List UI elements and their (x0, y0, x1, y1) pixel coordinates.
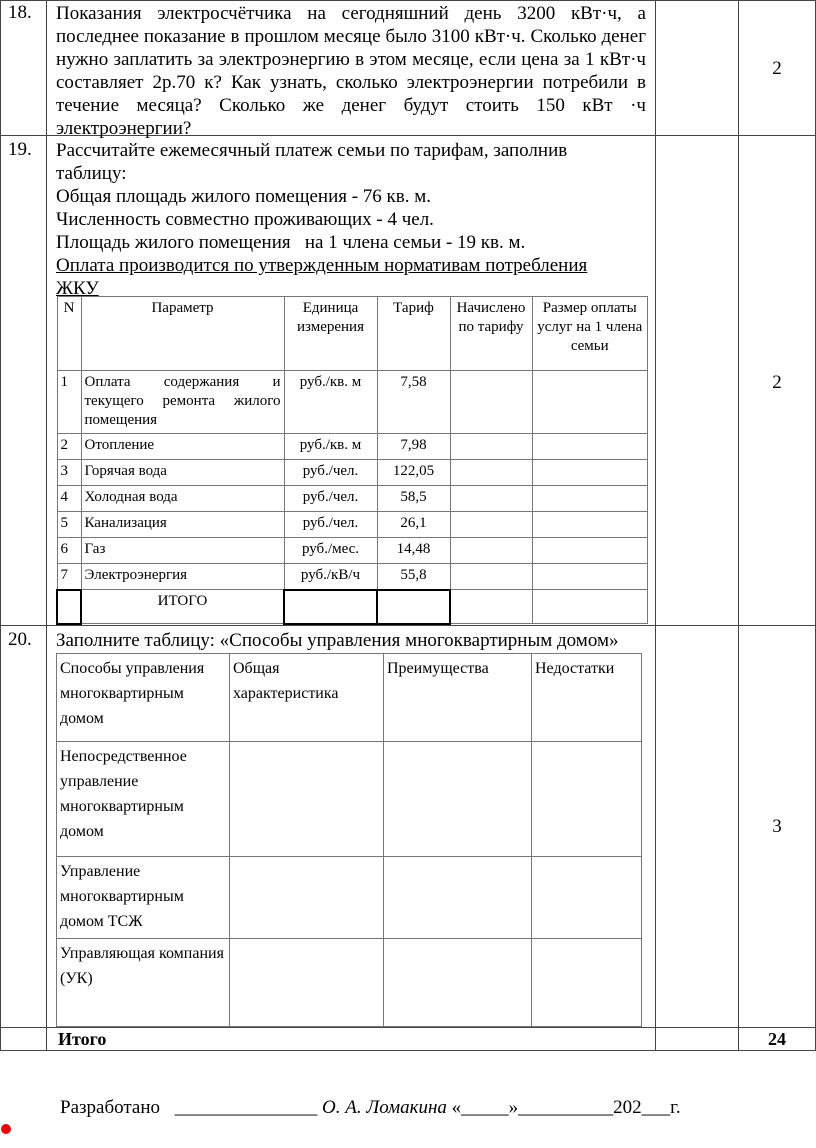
answer-cell[interactable] (230, 939, 384, 1027)
author-name: О. А. Ломакина (322, 1097, 447, 1118)
accrued-cell[interactable] (450, 564, 532, 590)
answer-cell[interactable] (384, 939, 532, 1027)
header-cell: Начислено по тарифу (450, 297, 532, 371)
unit-cell: руб./кв. м (284, 434, 377, 460)
per-member-cell[interactable] (532, 460, 648, 486)
table-row (57, 742, 642, 857)
unit-cell: руб./мес. (284, 538, 377, 564)
method-cell: Управляющая компания (УК) (57, 939, 230, 1027)
text-line: Рассчитайте ежемесячный платеж семьи по тарифам, заполнив таблицу: (56, 140, 568, 184)
method-cell: Непосредственное управление многоквартирным домом (57, 742, 230, 857)
row-number: 7 (57, 564, 81, 590)
tariff-cell: 26,1 (377, 512, 450, 538)
accrued-cell[interactable] (450, 371, 532, 434)
question-19-score: 2 (772, 372, 782, 393)
header-cell: N (57, 297, 81, 371)
parameter-cell: Холодная вода (81, 486, 284, 512)
table-row (57, 857, 642, 939)
answer-cell[interactable] (384, 742, 532, 857)
per-member-cell[interactable] (532, 371, 648, 434)
total-empty-cell (57, 590, 81, 624)
tariff-cell: 55,8 (377, 564, 450, 590)
table-row (57, 371, 648, 434)
tariff-cell: 122,05 (377, 460, 450, 486)
table-header-row (57, 654, 642, 742)
unit-cell: руб./чел. (284, 512, 377, 538)
header-cell: Общая характеристика (230, 654, 384, 742)
text-line: Численность совместно проживающих - 4 чел. (56, 209, 434, 230)
tariff-cell: 58,5 (377, 486, 450, 512)
text-line: Площадь жилого помещения на 1 члена семьи - 19 кв. м. (56, 232, 526, 253)
developed-label: Разработано (60, 1097, 160, 1118)
total-unit-cell[interactable] (284, 590, 377, 624)
total-accrued-cell[interactable] (450, 590, 532, 624)
header-cell: Тариф (377, 297, 450, 371)
parameter-cell: Отопление (81, 434, 284, 460)
header-cell: Преимущества (384, 654, 532, 742)
parameter-cell: Оплата содержания и текущего ремонта жилого помещения (81, 371, 284, 434)
tariff-cell: 7,98 (377, 434, 450, 460)
accrued-cell[interactable] (450, 460, 532, 486)
signature-line: _______________ (174, 1097, 318, 1118)
total-label: Итого (58, 1029, 107, 1049)
parameter-cell: Горячая вода (81, 460, 284, 486)
footer-signature (60, 1097, 681, 1119)
question-19-text (56, 139, 626, 300)
question-18-text: Показания электросчётчика на сегодняшний день 3200 кВт·ч, а последнее показание в прошлом месяце было 3100 кВт·ч. Сколько денег нужно заплатить за электроэнергию в этом месяце, если цена за 1 кВт·ч составляет 2р.70 к? Как узнать, сколько электроэнергии потребили в течение месяца? Сколько же денег будут стоить 150 кВт ·ч электроэнергии? (56, 3, 646, 139)
header-cell: Размер оплаты услуг на 1 члена семьи (532, 297, 648, 371)
table-row (57, 564, 648, 590)
question-20-text: Заполните таблицу: «Способы управления многоквартирным домом» (56, 630, 619, 651)
row-number: 6 (57, 538, 81, 564)
per-member-cell[interactable] (532, 486, 648, 512)
accrued-cell[interactable] (450, 486, 532, 512)
per-member-cell[interactable] (532, 434, 648, 460)
method-cell: Управление многоквартирным домом ТСЖ (57, 857, 230, 939)
header-cell: Способы управления многоквартирным домом (57, 654, 230, 742)
answer-cell[interactable] (384, 857, 532, 939)
table-header-row (57, 297, 648, 371)
answer-cell[interactable] (230, 742, 384, 857)
header-cell: Недостатки (532, 654, 642, 742)
parameter-cell: Канализация (81, 512, 284, 538)
total-tariff-cell[interactable] (377, 590, 450, 624)
row-number: 1 (57, 371, 81, 434)
table-row (57, 460, 648, 486)
table-row (57, 434, 648, 460)
row-number: 2 (57, 434, 81, 460)
date-line: «_____»__________202___г. (451, 1097, 681, 1118)
accrued-cell[interactable] (450, 434, 532, 460)
question-number: 20. (8, 629, 32, 650)
unit-cell: руб./чел. (284, 486, 377, 512)
header-cell: Единица измерения (284, 297, 377, 371)
unit-cell: руб./чел. (284, 460, 377, 486)
answer-cell[interactable] (230, 857, 384, 939)
text-line: Общая площадь жилого помещения - 76 кв. м. (56, 186, 432, 207)
table-row (57, 538, 648, 564)
tariff-cell: 14,48 (377, 538, 450, 564)
table-row (57, 939, 642, 1027)
row-number: 3 (57, 460, 81, 486)
total-row (57, 590, 648, 624)
answer-cell[interactable] (532, 742, 642, 857)
tariff-table (56, 296, 648, 625)
row-number: 5 (57, 512, 81, 538)
table-row (57, 486, 648, 512)
per-member-cell[interactable] (532, 512, 648, 538)
question-18-score: 2 (772, 58, 782, 79)
header-cell: Параметр (81, 297, 284, 371)
table-row (57, 512, 648, 538)
answer-cell[interactable] (532, 939, 642, 1027)
accrued-cell[interactable] (450, 538, 532, 564)
question-number: 19. (8, 139, 32, 160)
accrued-cell[interactable] (450, 512, 532, 538)
per-member-cell[interactable] (532, 538, 648, 564)
total-per-member-cell[interactable] (532, 590, 648, 624)
parameter-cell: Электроэнергия (81, 564, 284, 590)
unit-cell: руб./кв. м (284, 371, 377, 434)
underlined-note: Оплата производится по утвержденным нормативам потребления ЖКУ (56, 255, 588, 299)
question-number: 18. (8, 2, 32, 23)
total-label: ИТОГО (81, 590, 284, 624)
red-dot-marker (1, 1124, 11, 1134)
tariff-cell: 7,58 (377, 371, 450, 434)
answer-cell[interactable] (532, 857, 642, 939)
management-table (56, 653, 642, 1027)
per-member-cell[interactable] (532, 564, 648, 590)
row-number: 4 (57, 486, 81, 512)
parameter-cell: Газ (81, 538, 284, 564)
question-20-score: 3 (772, 816, 782, 837)
unit-cell: руб./кВ/ч (284, 564, 377, 590)
total-score: 24 (768, 1029, 786, 1049)
